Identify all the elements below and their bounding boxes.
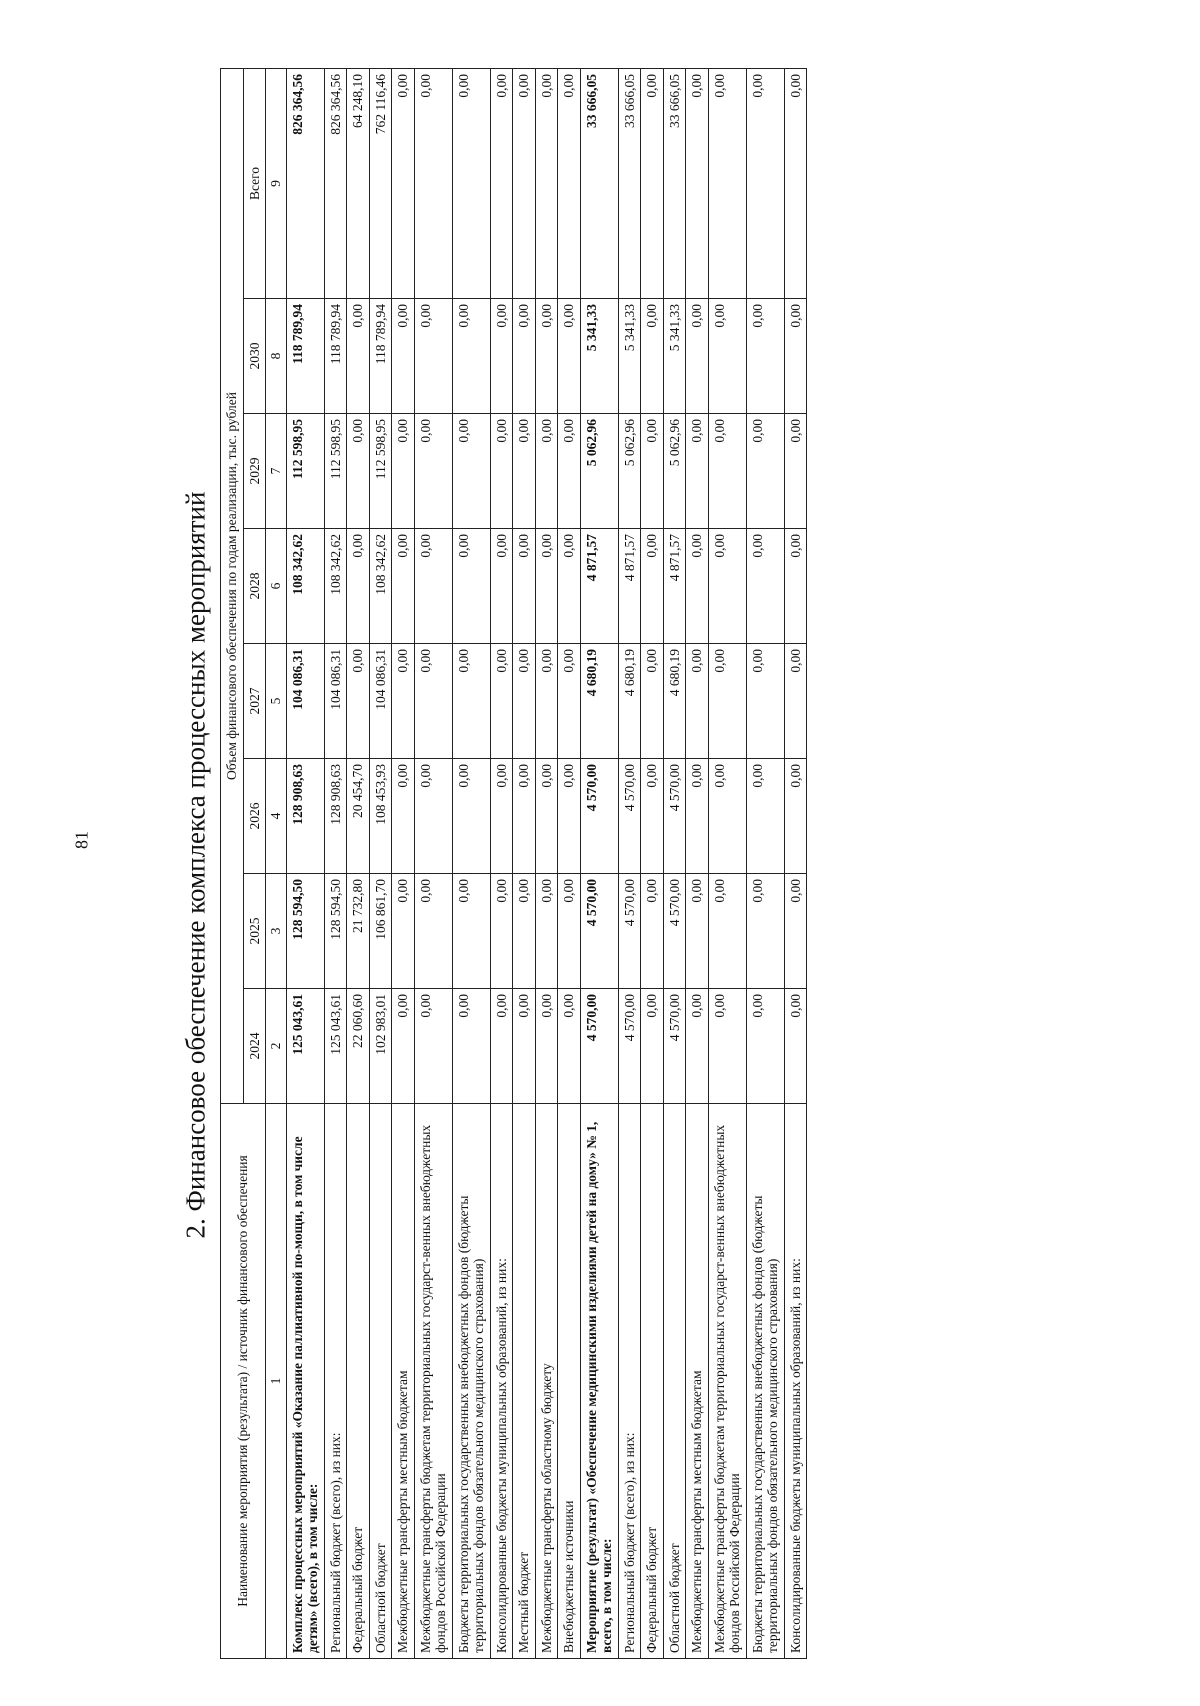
row-year-value: 0,00 — [784, 759, 807, 874]
row-year-value: 0,00 — [490, 989, 513, 1104]
header-name-column: Наименование мероприятия (результата) / источник финансового обеспечения — [221, 1104, 266, 1659]
table-row — [580, 68, 618, 1658]
row-total-value: 0,00 — [558, 68, 581, 298]
row-year-value: 0,00 — [708, 414, 746, 529]
row-year-value: 0,00 — [347, 414, 370, 529]
row-label: Межбюджетные трансферты местным бюджетам — [686, 1104, 709, 1659]
row-year-value: 0,00 — [392, 989, 415, 1104]
header-year: 2029 — [243, 414, 266, 529]
column-index: 1 — [266, 1104, 287, 1659]
row-year-value: 0,00 — [746, 529, 784, 644]
row-year-value: 0,00 — [452, 299, 490, 414]
row-year-value: 0,00 — [414, 529, 452, 644]
row-year-value: 5 341,33 — [663, 299, 686, 414]
row-total-value: 0,00 — [641, 68, 664, 298]
row-year-value: 0,00 — [784, 874, 807, 989]
row-label: Федеральный бюджет — [641, 1104, 664, 1659]
row-year-value: 0,00 — [746, 759, 784, 874]
table-row — [746, 68, 784, 1658]
row-year-value: 0,00 — [686, 759, 709, 874]
row-year-value: 0,00 — [686, 299, 709, 414]
row-year-value: 0,00 — [708, 529, 746, 644]
row-year-value: 0,00 — [641, 414, 664, 529]
document-title: 2. Финансовое обеспечение комплекса процессных мероприятий — [180, 491, 211, 1239]
header-total: Всего — [243, 68, 266, 298]
row-year-value: 0,00 — [414, 299, 452, 414]
row-year-value: 0,00 — [392, 414, 415, 529]
row-year-value: 0,00 — [535, 414, 558, 529]
table-row — [452, 68, 490, 1658]
row-year-value: 0,00 — [746, 644, 784, 759]
row-year-value: 0,00 — [641, 299, 664, 414]
row-year-value: 0,00 — [784, 414, 807, 529]
row-label: Межбюджетные трансферты бюджетам территориальных государст-венных внебюджетных фондов Российской Федерации — [708, 1104, 746, 1659]
table-row — [663, 68, 686, 1658]
row-label: Комплекс процессных мероприятий «Оказание паллиативной по-мощи, в том числе детям» (всего), в том числе: — [286, 1104, 324, 1659]
row-year-value: 21 732,80 — [347, 874, 370, 989]
row-year-value: 0,00 — [784, 644, 807, 759]
row-year-value: 0,00 — [490, 299, 513, 414]
table-row — [641, 68, 664, 1658]
row-year-value: 0,00 — [414, 759, 452, 874]
header-row-index — [266, 68, 287, 1658]
row-year-value: 112 598,95 — [286, 414, 324, 529]
column-index: 7 — [266, 414, 287, 529]
row-year-value: 0,00 — [558, 414, 581, 529]
row-year-value: 5 062,96 — [618, 414, 641, 529]
row-year-value: 4 570,00 — [618, 874, 641, 989]
table-row — [369, 68, 392, 1658]
row-year-value: 128 908,63 — [324, 759, 347, 874]
row-total-value: 0,00 — [784, 68, 807, 298]
row-year-value: 0,00 — [392, 644, 415, 759]
row-year-value: 0,00 — [347, 529, 370, 644]
finance-table — [220, 68, 807, 1659]
row-year-value: 0,00 — [784, 989, 807, 1104]
table-row — [535, 68, 558, 1658]
row-year-value: 0,00 — [452, 874, 490, 989]
row-year-value: 22 060,60 — [347, 989, 370, 1104]
row-year-value: 125 043,61 — [324, 989, 347, 1104]
row-year-value: 0,00 — [535, 644, 558, 759]
row-year-value: 0,00 — [452, 644, 490, 759]
row-year-value: 108 342,62 — [324, 529, 347, 644]
row-year-value: 0,00 — [414, 874, 452, 989]
column-index: 5 — [266, 644, 287, 759]
row-year-value: 4 570,00 — [580, 989, 618, 1104]
row-year-value: 0,00 — [686, 644, 709, 759]
row-label: Межбюджетные трансферты областному бюджету — [535, 1104, 558, 1659]
row-year-value: 0,00 — [347, 299, 370, 414]
row-year-value: 0,00 — [513, 989, 536, 1104]
column-index: 6 — [266, 529, 287, 644]
row-year-value: 4 871,57 — [663, 529, 686, 644]
row-year-value: 0,00 — [452, 759, 490, 874]
row-year-value: 0,00 — [392, 874, 415, 989]
row-year-value: 0,00 — [490, 759, 513, 874]
row-year-value: 112 598,95 — [324, 414, 347, 529]
row-year-value: 4 871,57 — [580, 529, 618, 644]
table-row — [558, 68, 581, 1658]
row-year-value: 0,00 — [513, 644, 536, 759]
header-year: 2025 — [243, 874, 266, 989]
row-year-value: 0,00 — [641, 989, 664, 1104]
row-year-value: 0,00 — [641, 759, 664, 874]
row-year-value: 0,00 — [708, 874, 746, 989]
row-year-value: 4 871,57 — [618, 529, 641, 644]
table-row — [708, 68, 746, 1658]
header-volume-group: Объем финансового обеспечения по годам реализации, тыс. рублей — [221, 68, 244, 1103]
row-total-value: 762 116,46 — [369, 68, 392, 298]
row-year-value: 4 680,19 — [580, 644, 618, 759]
row-label: Консолидированные бюджеты муниципальных образований, из них: — [490, 1104, 513, 1659]
row-year-value: 0,00 — [392, 529, 415, 644]
row-total-value: 0,00 — [535, 68, 558, 298]
row-year-value: 0,00 — [490, 414, 513, 529]
row-label: Местный бюджет — [513, 1104, 536, 1659]
row-year-value: 0,00 — [414, 414, 452, 529]
row-label: Межбюджетные трансферты бюджетам территориальных государст-венных внебюджетных фондов Российской Федерации — [414, 1104, 452, 1659]
header-year: 2030 — [243, 299, 266, 414]
row-year-value: 0,00 — [746, 299, 784, 414]
row-year-value: 0,00 — [414, 989, 452, 1104]
table-row — [347, 68, 370, 1658]
header-year: 2028 — [243, 529, 266, 644]
row-year-value: 0,00 — [784, 299, 807, 414]
row-year-value: 128 908,63 — [286, 759, 324, 874]
row-label: Федеральный бюджет — [347, 1104, 370, 1659]
column-index: 9 — [266, 68, 287, 298]
row-year-value: 0,00 — [708, 644, 746, 759]
row-year-value: 0,00 — [558, 989, 581, 1104]
row-year-value: 118 789,94 — [369, 299, 392, 414]
row-year-value: 118 789,94 — [324, 299, 347, 414]
column-index: 8 — [266, 299, 287, 414]
row-year-value: 0,00 — [490, 644, 513, 759]
row-year-value: 20 454,70 — [347, 759, 370, 874]
row-year-value: 0,00 — [392, 759, 415, 874]
row-year-value: 0,00 — [347, 644, 370, 759]
row-year-value: 4 680,19 — [618, 644, 641, 759]
row-label: Мероприятие (результат) «Обеспечение медицинскими изделиями детей на дому» № 1, всего, в том числе: — [580, 1104, 618, 1659]
row-year-value: 0,00 — [784, 529, 807, 644]
row-year-value: 0,00 — [686, 529, 709, 644]
row-total-value: 0,00 — [392, 68, 415, 298]
row-year-value: 0,00 — [558, 874, 581, 989]
row-year-value: 112 598,95 — [369, 414, 392, 529]
row-year-value: 4 570,00 — [618, 759, 641, 874]
row-year-value: 4 570,00 — [663, 759, 686, 874]
row-year-value: 0,00 — [535, 529, 558, 644]
row-year-value: 5 062,96 — [663, 414, 686, 529]
row-total-value: 0,00 — [513, 68, 536, 298]
row-year-value: 104 086,31 — [369, 644, 392, 759]
row-label: Областной бюджет — [369, 1104, 392, 1659]
row-year-value: 0,00 — [535, 299, 558, 414]
header-year: 2027 — [243, 644, 266, 759]
row-year-value: 102 983,01 — [369, 989, 392, 1104]
row-total-value: 0,00 — [746, 68, 784, 298]
table-row — [513, 68, 536, 1658]
header-year: 2024 — [243, 989, 266, 1104]
row-label: Бюджеты территориальных государственных внебюджетных фондов (бюджеты территориальных фондов обязательного медицинского страхования) — [746, 1104, 784, 1659]
row-label: Консолидированные бюджеты муниципальных образований, из них: — [784, 1104, 807, 1659]
page-number: 81 — [71, 831, 92, 849]
row-year-value: 0,00 — [513, 529, 536, 644]
row-year-value: 0,00 — [452, 529, 490, 644]
column-index: 3 — [266, 874, 287, 989]
row-year-value: 4 570,00 — [663, 989, 686, 1104]
row-year-value: 118 789,94 — [286, 299, 324, 414]
row-total-value: 0,00 — [686, 68, 709, 298]
row-year-value: 0,00 — [490, 529, 513, 644]
row-year-value: 0,00 — [558, 299, 581, 414]
table-row — [414, 68, 452, 1658]
row-year-value: 0,00 — [513, 759, 536, 874]
row-year-value: 0,00 — [641, 644, 664, 759]
row-year-value: 5 341,33 — [618, 299, 641, 414]
table-row — [784, 68, 807, 1658]
row-year-value: 104 086,31 — [324, 644, 347, 759]
finance-table-body — [286, 68, 807, 1658]
row-year-value: 0,00 — [558, 759, 581, 874]
row-year-value: 0,00 — [746, 989, 784, 1104]
row-total-value: 0,00 — [414, 68, 452, 298]
row-label: Региональный бюджет (всего), из них: — [324, 1104, 347, 1659]
table-row — [490, 68, 513, 1658]
row-year-value: 0,00 — [746, 874, 784, 989]
row-year-value: 108 453,93 — [369, 759, 392, 874]
column-index: 4 — [266, 759, 287, 874]
row-year-value: 0,00 — [708, 299, 746, 414]
row-year-value: 4 680,19 — [663, 644, 686, 759]
row-year-value: 0,00 — [708, 989, 746, 1104]
row-year-value: 0,00 — [535, 989, 558, 1104]
row-year-value: 0,00 — [746, 414, 784, 529]
row-year-value: 5 062,96 — [580, 414, 618, 529]
row-year-value: 108 342,62 — [286, 529, 324, 644]
row-label: Межбюджетные трансферты местным бюджетам — [392, 1104, 415, 1659]
row-year-value: 0,00 — [392, 299, 415, 414]
row-total-value: 0,00 — [708, 68, 746, 298]
row-year-value: 4 570,00 — [580, 874, 618, 989]
row-year-value: 128 594,50 — [286, 874, 324, 989]
row-year-value: 0,00 — [686, 414, 709, 529]
row-year-value: 0,00 — [414, 644, 452, 759]
row-year-value: 0,00 — [513, 414, 536, 529]
row-year-value: 0,00 — [535, 874, 558, 989]
row-year-value: 0,00 — [686, 989, 709, 1104]
row-year-value: 0,00 — [641, 874, 664, 989]
finance-table-frame — [220, 69, 1102, 1659]
row-year-value: 0,00 — [490, 874, 513, 989]
row-year-value: 0,00 — [452, 989, 490, 1104]
row-label: Региональный бюджет (всего), из них: — [618, 1104, 641, 1659]
row-year-value: 0,00 — [558, 529, 581, 644]
row-year-value: 0,00 — [452, 414, 490, 529]
row-label: Бюджеты территориальных государственных внебюджетных фондов (бюджеты территориальных фондов обязательного медицинского страхования) — [452, 1104, 490, 1659]
row-year-value: 0,00 — [708, 759, 746, 874]
row-total-value: 826 364,56 — [286, 68, 324, 298]
row-year-value: 106 861,70 — [369, 874, 392, 989]
row-year-value: 108 342,62 — [369, 529, 392, 644]
row-label: Областной бюджет — [663, 1104, 686, 1659]
table-row — [618, 68, 641, 1658]
row-year-value: 4 570,00 — [663, 874, 686, 989]
row-year-value: 0,00 — [641, 529, 664, 644]
row-year-value: 125 043,61 — [286, 989, 324, 1104]
row-year-value: 0,00 — [686, 874, 709, 989]
row-year-value: 0,00 — [535, 759, 558, 874]
row-year-value: 0,00 — [513, 874, 536, 989]
row-year-value: 0,00 — [513, 299, 536, 414]
row-year-value: 4 570,00 — [580, 759, 618, 874]
header-year: 2026 — [243, 759, 266, 874]
row-year-value: 4 570,00 — [618, 989, 641, 1104]
row-year-value: 128 594,50 — [324, 874, 347, 989]
table-row — [686, 68, 709, 1658]
row-year-value: 5 341,33 — [580, 299, 618, 414]
row-total-value: 33 666,05 — [618, 68, 641, 298]
header-row-group — [221, 68, 244, 1658]
row-total-value: 0,00 — [490, 68, 513, 298]
table-row — [286, 68, 324, 1658]
table-row — [324, 68, 347, 1658]
row-total-value: 0,00 — [452, 68, 490, 298]
column-index: 2 — [266, 989, 287, 1104]
row-total-value: 33 666,05 — [663, 68, 686, 298]
table-row — [392, 68, 415, 1658]
row-total-value: 826 364,56 — [324, 68, 347, 298]
row-total-value: 64 248,10 — [347, 68, 370, 298]
row-year-value: 0,00 — [558, 644, 581, 759]
row-year-value: 104 086,31 — [286, 644, 324, 759]
row-total-value: 33 666,05 — [580, 68, 618, 298]
row-label: Внебюджетные источники — [558, 1104, 581, 1659]
